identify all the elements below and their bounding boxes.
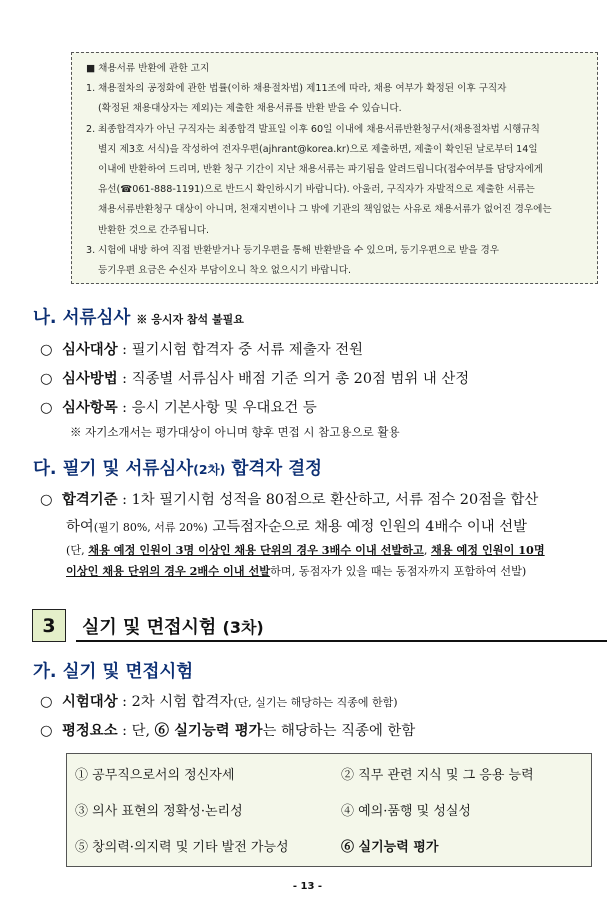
notice-item: 1. 채용절차의 공정화에 관한 법률(이하 채용절차법) 제11조에 따라, 채용 여부가 확정된 이후 구직자 [86,83,507,95]
criterion: ④ 예의·품행 및 성실성 [341,804,471,819]
criterion: ② 직무 관련 지식 및 그 응용 능력 [341,768,534,783]
criterion: ③ 의사 표현의 정확성·논리성 [75,804,243,819]
attendance-note: ※ 응시자 참석 불필요 [136,313,244,326]
self-intro-footnote: ※ 자기소개서는 평가대상이 아니며 향후 면접 시 참고용으로 활용 [70,425,400,439]
pass-criteria: ○ 합격기준 : 1차 필기시험 성적을 80점으로 환산하고, 서류 점수 20점을 합산 [40,492,539,508]
criterion: ⑥ 실기능력 평가 [341,840,439,855]
review-method: ○ 심사방법 : 직종별 서류심사 배점 기준 의거 총 20점 범위 내 산정 [40,371,470,387]
review-items: ○ 심사항목 : 응시 기본사항 및 우대요건 등 [40,400,317,416]
chapter-number: 3 [32,609,66,642]
criterion: ⑤ 창의력·의지력 및 기타 발전 가능성 [75,840,289,855]
section-na-title: 나. 서류심사 ※ 응시자 참석 불필요 [33,308,244,328]
notice-heading: ■ 채용서류 반환에 관한 고지 [86,63,210,74]
notice-item: 2. 최종합격자가 아닌 구직자는 최종합격 발표일 이후 60일 이내에 채용서류반환청구서(채용절차법 시행규칙 [86,123,540,135]
pass-condition-line2: 이상인 채용 단위의 경우 2배수 이내 선발하며, 동점자가 있을 때는 동점자까지 포함하여 선발) [66,564,527,578]
pass-condition-line1: (단, 채용 예정 인원이 3명 이상인 채용 단위의 경우 3배수 이내 선발하고, 채용 예정 인원이 10명 [66,543,545,557]
evaluation-factors: ○ 평정요소 : 단, ⑥ 실기능력 평가는 해당하는 직종에 한함 [40,722,416,739]
review-target: ○ 심사대상 : 필기시험 합격자 중 서류 제출자 전원 [40,342,363,358]
pass-criteria-cont: 하여(필기 80%, 서류 20%) 고득점자순으로 채용 예정 인원의 4배수 이내 선발 [66,519,528,535]
exam-target: ○ 시험대상 : 2차 시험 합격자(단, 실기는 해당하는 직종에 한함) [40,694,398,710]
document-return-notice: ■ 채용서류 반환에 관한 고지 1. 채용절차의 공정화에 관한 법률(이하 채용절차법) 제11조에 따라, 채용 여부가 확정된 이후 구직자 (확정된 채용대상자는 제외)는 제출한 채용서류를 반환 받을 수 있습니다. 2. 최종합격자가 아닌 구직자는 최종합격 발표일 이후 60일 이내에 채용서류반환청구서(채용절차법 시행규칙 별지 제3호 서식)을 작성하여 전자우편(ajhrant@korea.kr)으로 제출하면, 제출이 확인된 날로부터 14일 이내에 반환하여 드리며, 반환 청구 기간이 지난 채용서류는 파기됨을 알려드립니다(접수여부를 담당자에게 유선(☎061-888-1191)으로 반드시 확인하시기 바랍니다). 아울러, 구직자가 자발적으로 제출한 서류는 채용서류반환청구 대상이 아니며, 천재지변이나 그 밖에 기관의 책임없는 사유로 채용서류가 없어진 경우에는 반환한 것으로 간주됩니다. 3. 시험에 내방 하여 직접 반환받거나 등기우편을 통해 반환받을 수 있으며, 등기우편으로 받을 경우 등기우편 요금은 수신자 부담이오니 착오 없으시기 바랍니다. [71,52,598,284]
section-da-title: 다. 필기 및 서류심사(2차) 합격자 결정 [33,459,323,479]
notice-item-cont: (확정된 채용대상자는 제외)는 제출한 채용서류를 반환 받을 수 있습니다. [98,103,402,115]
evaluation-criteria-box [66,753,592,867]
notice-item: 3. 시험에 내방 하여 직접 반환받거나 등기우편을 통해 반환받을 수 있으며, 등기우편으로 받을 경우 [86,244,500,256]
criterion: ① 공무직으로서의 정신자세 [75,768,235,783]
section-ga-title: 가. 실기 및 면접시험 [33,662,194,682]
chapter-3-heading [32,609,607,642]
chapter-title: 실기 및 면접시험 (3차) [82,617,264,638]
page-number: - 13 - [292,881,323,892]
heading-rule [76,640,607,642]
